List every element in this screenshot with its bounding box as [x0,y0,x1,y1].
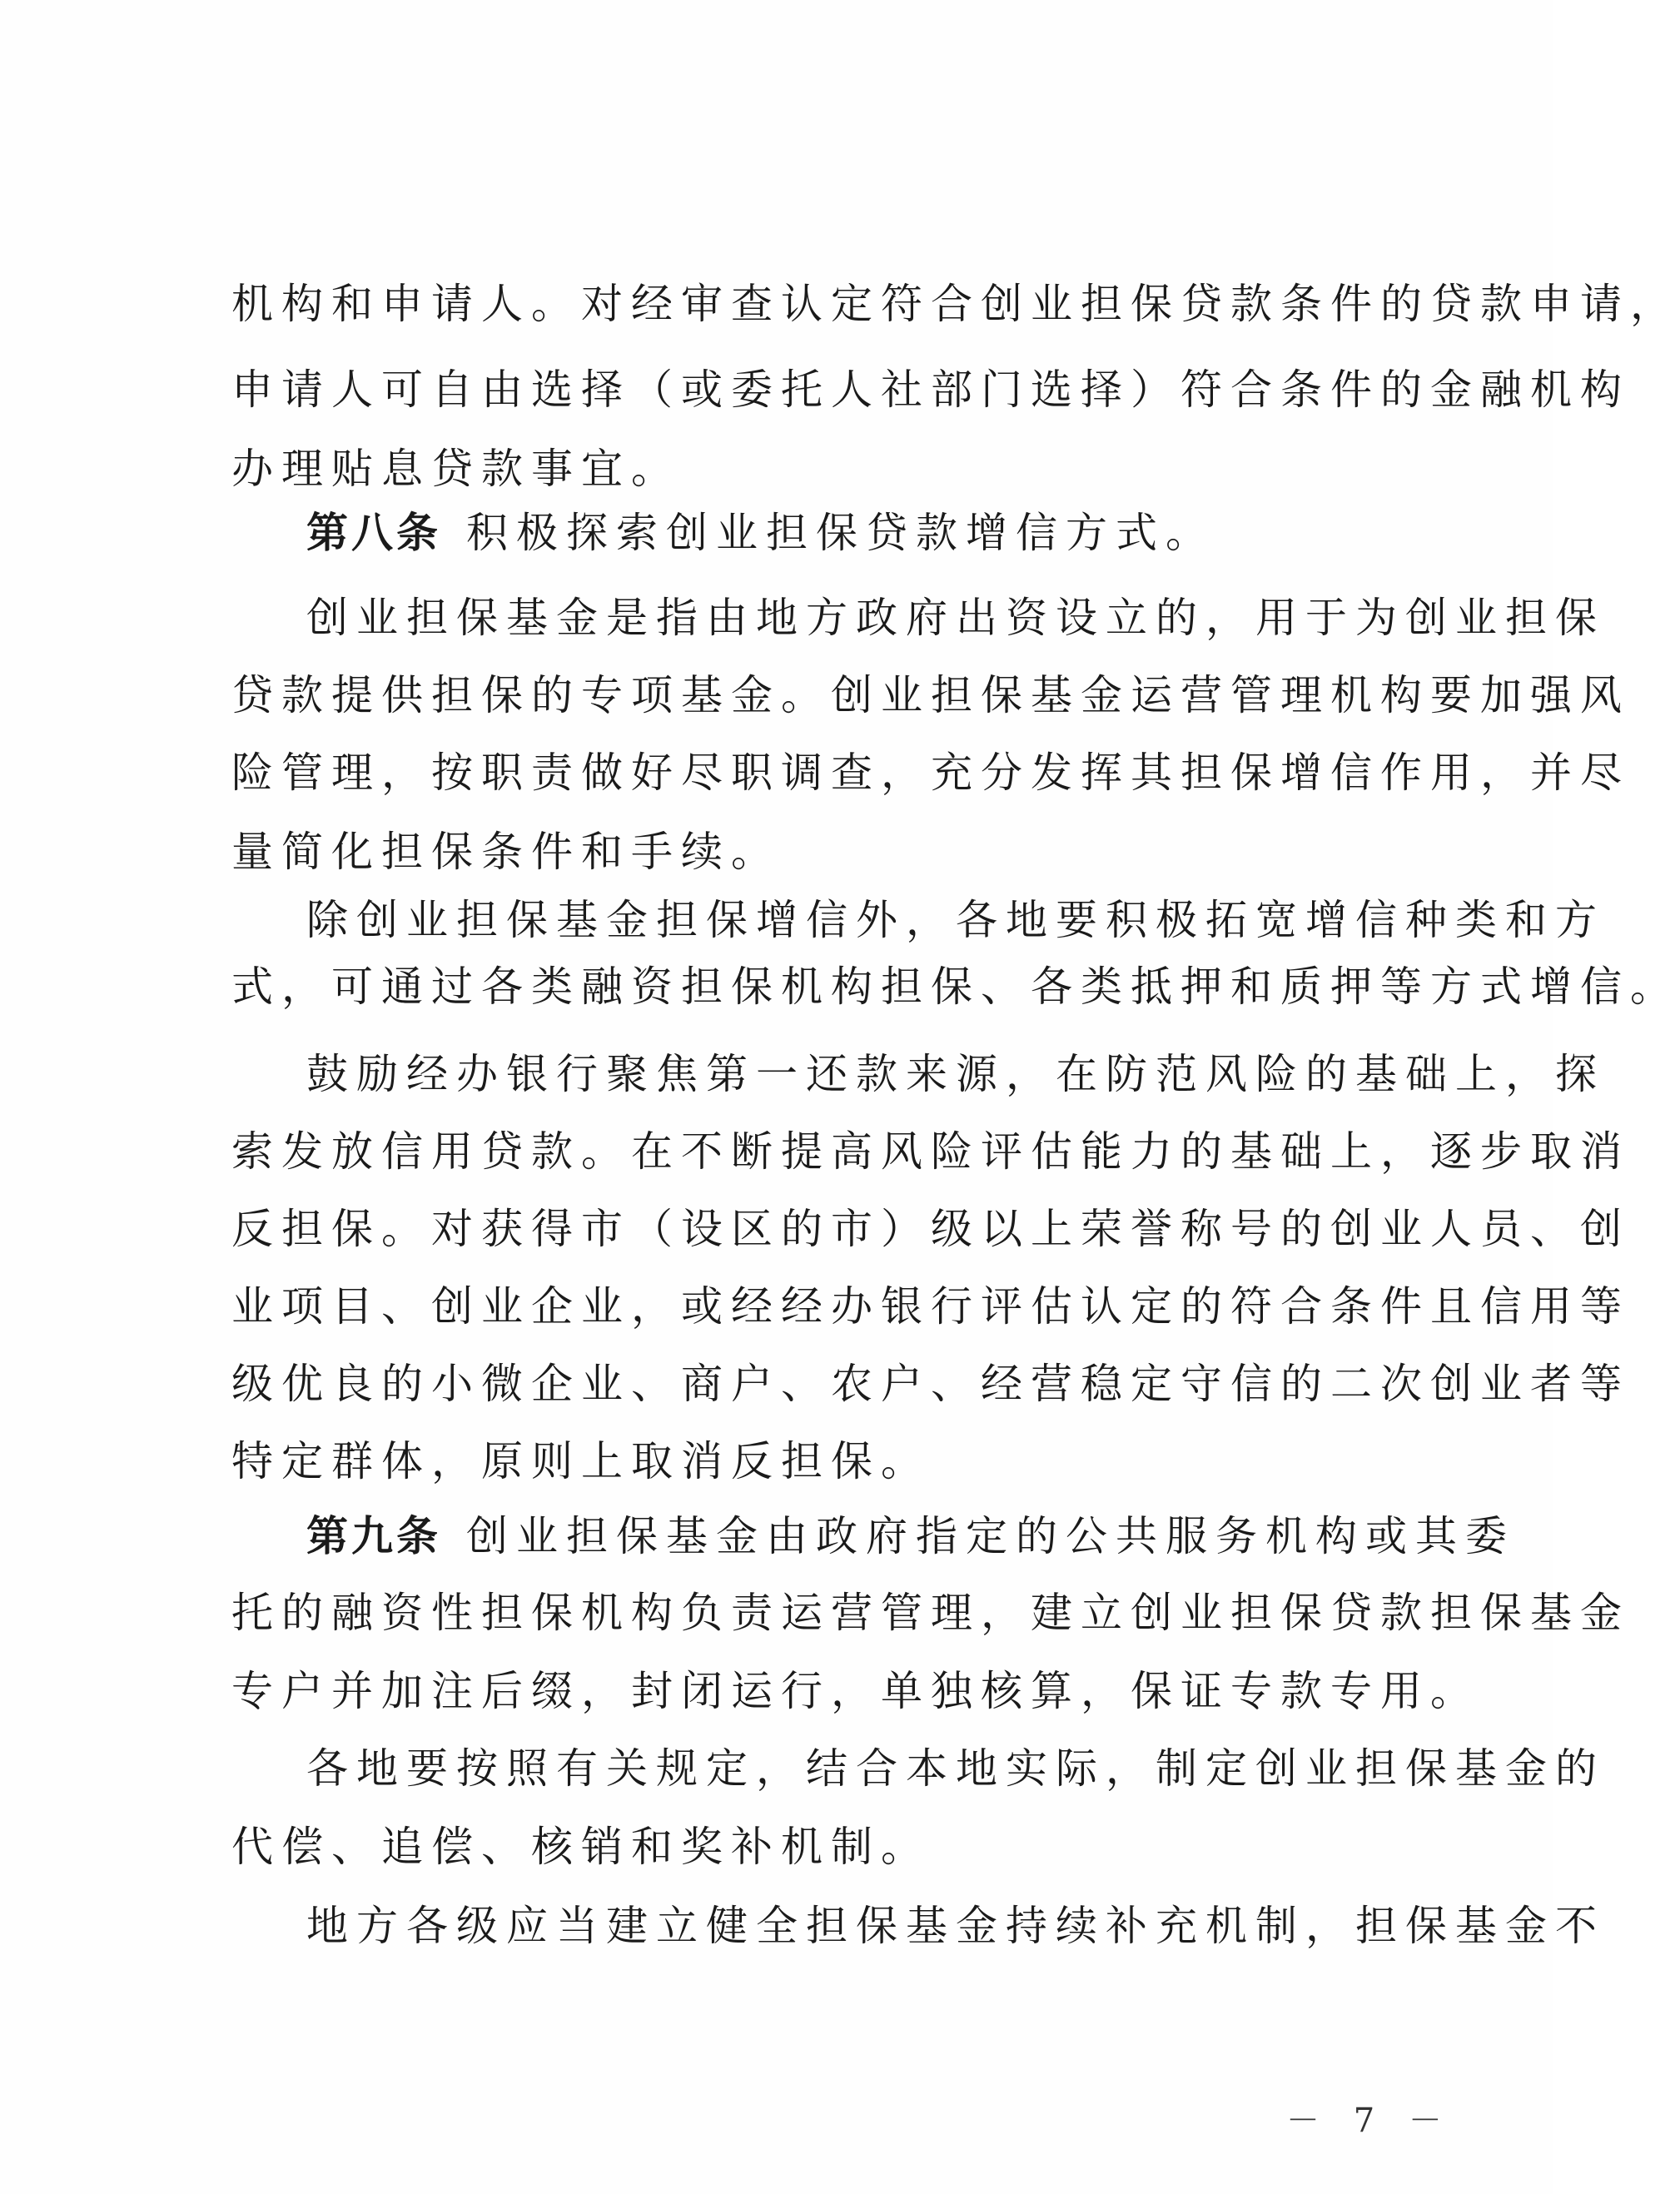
text-line: 除创业担保基金担保增信外，各地要积极拓宽增信种类和方 [306,896,1605,944]
article-9 [306,1511,1515,1561]
text-line: 量简化担保条件和手续。 [231,828,781,876]
text-line: 险管理，按职责做好尽职调查，充分发挥其担保增信作用，并尽 [231,749,1630,797]
text-line: 反担保。对获得市（设区的市）级以上荣誉称号的创业人员、创 [231,1205,1630,1253]
text-line: 托的融资性担保机构负责运营管理，建立创业担保贷款担保基金 [231,1589,1630,1637]
text-line: 各地要按照有关规定，结合本地实际，制定创业担保基金的 [306,1744,1605,1793]
text-line: 鼓励经办银行聚焦第一还款来源，在防范风险的基础上，探 [306,1050,1605,1098]
article-8 [306,508,1380,558]
text-line: 专户并加注后缀，封闭运行，单独核算，保证专款专用。 [231,1667,1480,1715]
text-line: 级优良的小微企业、商户、农户、经营稳定守信的二次创业者等 [231,1360,1630,1408]
text-line: 办理贴息贷款事宜。 [231,445,681,493]
text-line: 创业担保基金是指由地方政府出资设立的，用于为创业担保 [306,594,1605,642]
page-number: － 7 － [1286,2102,1454,2140]
text-line: 代偿、追偿、核销和奖补机制。 [231,1823,931,1871]
text-line: 业项目、创业企业，或经经办银行评估认定的符合条件且信用等 [231,1282,1630,1331]
text-line: 索发放信用贷款。在不断提高风险评估能力的基础上，逐步取消 [231,1127,1630,1176]
text-line: 机构和申请人。对经审查认定符合创业担保贷款条件的贷款申请， [231,280,1680,328]
text-line: 特定群体，原则上取消反担保。 [231,1437,931,1485]
article-title: 积极探索创业担保贷款增信方式。 [466,509,1215,557]
article-heading: 第九条 [306,1512,441,1560]
text-line: 式，可通过各类融资担保机构担保、各类抵押和质押等方式增信。 [231,963,1680,1011]
article-text: 创业担保基金由政府指定的公共服务机构或其委 [466,1512,1515,1560]
text-line: 申请人可自由选择（或委托人社部门选择）符合条件的金融机构 [231,366,1630,414]
text-line: 地方各级应当建立健全担保基金持续补充机制，担保基金不 [306,1902,1605,1950]
article-heading: 第八条 [306,509,441,557]
text-line: 贷款提供担保的专项基金。创业担保基金运营管理机构要加强风 [231,671,1630,719]
